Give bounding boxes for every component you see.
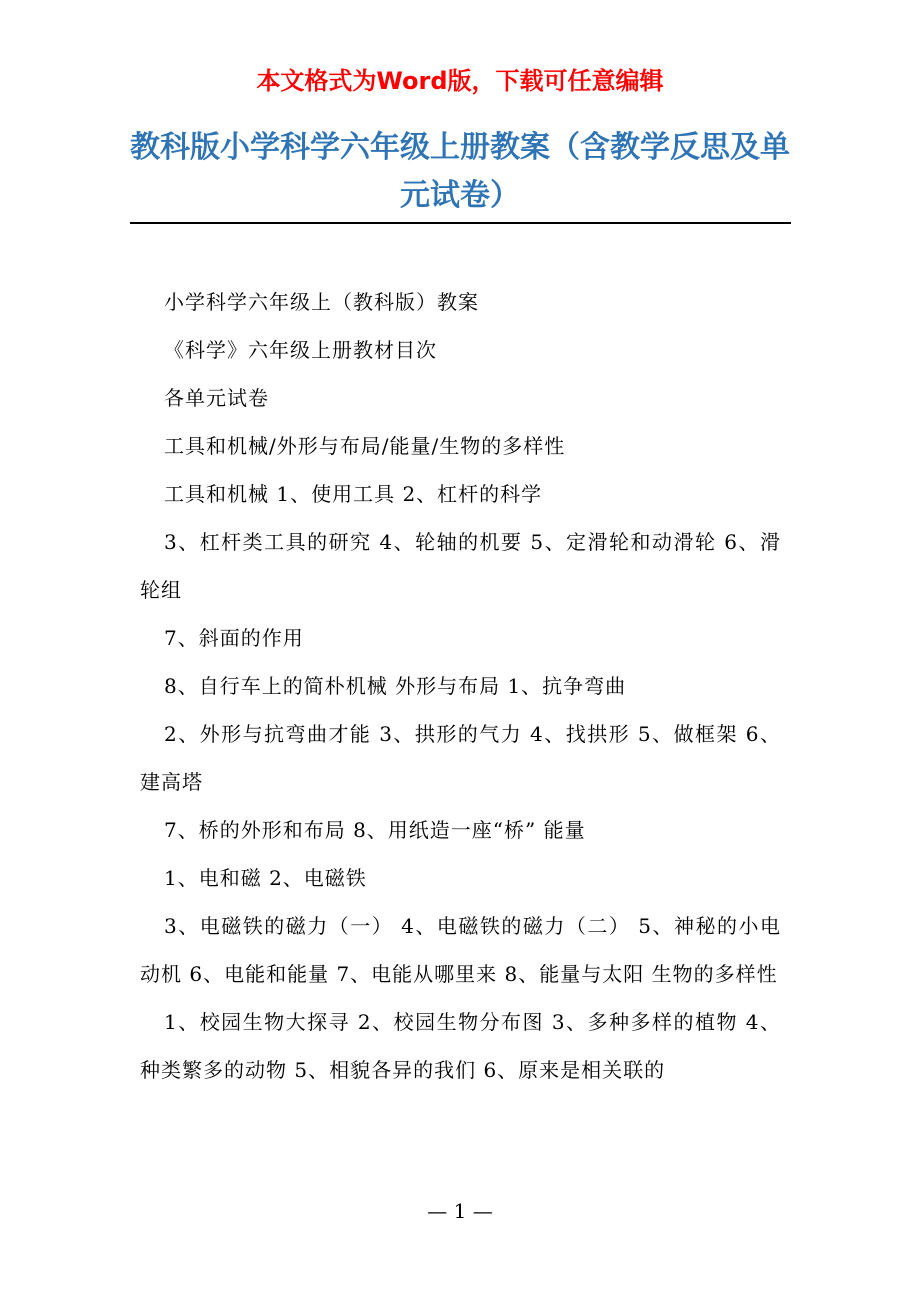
page-number: — 1 — xyxy=(427,1199,493,1223)
document-title: 教科版小学科学六年级上册教案（含教学反思及单元试卷） xyxy=(130,130,790,213)
paragraph: 1、校园生物大探寻 2、校园生物分布图 3、多种多样的植物 4、种类繁多的动物 5、相貌各异的我们 6、原来是相关联的 xyxy=(140,1010,781,1082)
paragraph: 《科学》六年级上册教材目次 xyxy=(164,338,437,362)
paragraph: 8、自行车上的简朴机械 外形与布局 1、抗争弯曲 xyxy=(164,674,627,698)
paragraph: 小学科学六年级上（教科版）教案 xyxy=(164,290,479,314)
title-divider xyxy=(130,222,791,224)
paragraph: 7、桥的外形和布局 8、用纸造一座“桥” 能量 xyxy=(164,818,586,842)
paragraph: 各单元试卷 xyxy=(164,386,269,410)
document-body xyxy=(140,278,781,1094)
paragraph: 工具和机械/外形与布局/能量/生物的多样性 xyxy=(164,434,566,458)
paragraph: 3、电磁铁的磁力（一） 4、电磁铁的磁力（二） 5、神秘的小电动机 6、电能和能量 7、电能从哪里来 8、能量与太阳 生物的多样性 xyxy=(140,914,781,986)
paragraph: 1、电和磁 2、电磁铁 xyxy=(164,866,367,890)
paragraph: 3、杠杆类工具的研究 4、轮轴的机要 5、定滑轮和动滑轮 6、滑轮组 xyxy=(140,530,781,602)
paragraph: 2、外形与抗弯曲才能 3、拱形的气力 4、找拱形 5、做框架 6、建高塔 xyxy=(140,722,781,794)
download-notice: 本文格式为Word版，下载可任意编辑 xyxy=(256,67,664,95)
paragraph: 工具和机械 1、使用工具 2、杠杆的科学 xyxy=(164,482,543,506)
paragraph: 7、斜面的作用 xyxy=(164,626,304,650)
